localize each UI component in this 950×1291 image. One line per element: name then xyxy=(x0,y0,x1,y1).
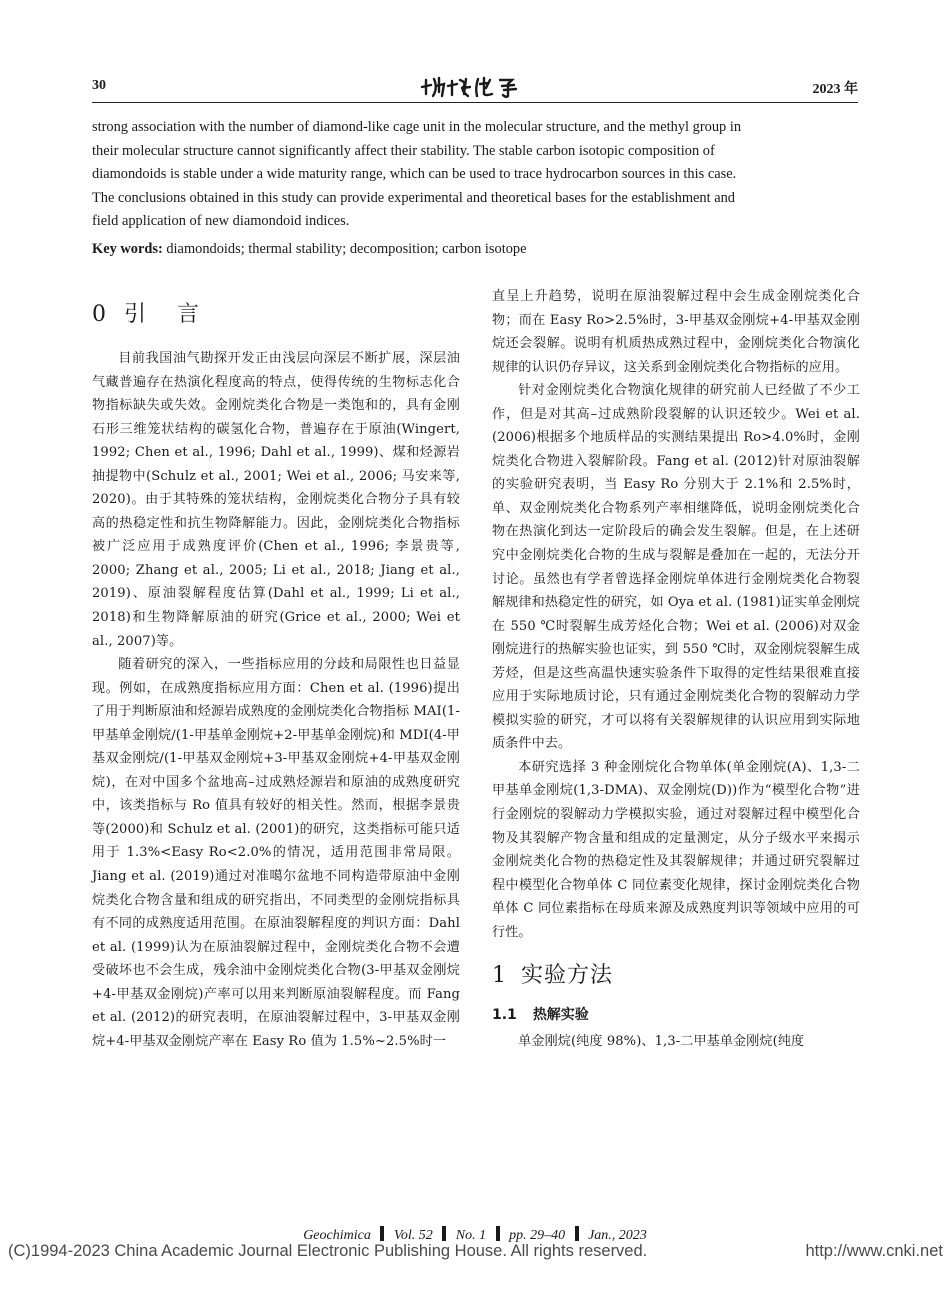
journal-name: Geochimica xyxy=(303,1228,371,1243)
paragraph: 单金刚烷(纯度 98%)、1,3-二甲基单金刚烷(纯度 xyxy=(518,1034,805,1050)
header-rule xyxy=(92,102,858,103)
abstract-line: diamondoids is stable under a wide maturity range, which can be used to trace hydrocarbon sources in this case. xyxy=(92,166,737,183)
right-column xyxy=(492,285,860,1054)
paragraph: 目前我国油气勘探开发正由浅层向深层不断扩展，深层油气藏普遍存在热演化程度高的特点，使得传统的生物标志化合物指标缺失或失效。金刚烷类化合物是一类饱和的，具有金刚石形三维笼状结构的碳氢化合物，普遍存在于原油(Wingert, 1992; Chen et al., 1996; Dahl et al., 1999)、煤和烃源岩抽提物中(Schulz et al., 2001; Wei et al., 2006; 马安来等, 2020)。由于其特殊的笼状结构，金刚烷类化合物分子具有较高的热稳定性和抗生物降解能力。因此，金刚烷类化合物指标被广泛应用于成熟度评价(Chen et al., 1996; 李景贵等, 2000; Zhang et al., 2005; Li et al., 2018; Jiang et al., 2019)、原油裂解程度估算(Dahl et al., 1999; Li et al., 2018)和生物降解原油的研究(Grice et al., 2000; Wei et al., 2007)等。 xyxy=(92,351,460,649)
volume: Vol. 52 xyxy=(393,1228,433,1243)
separator xyxy=(575,1226,579,1241)
paragraph-continued: 直呈上升趋势，说明在原油裂解过程中会生成金刚烷类化合物；而在 Easy Ro>2.5%时，3-甲基双金刚烷+4-甲基双金刚烷还会裂解。说明有机质热成熟过程中，金刚烷类化合物演化规律的认识仍存异议，这关系到金刚烷类化合物指标的应用。 xyxy=(492,289,860,375)
left-column xyxy=(92,285,460,1053)
copyright-text: (C)1994-2023 China Academic Journal Electronic Publishing House. All rights reserved. xyxy=(8,1242,648,1260)
subsection-heading xyxy=(492,1004,860,1030)
abstract-line: their molecular structure cannot significantly affect their stability. The stable carbon isotopic composition of xyxy=(92,142,715,159)
section-number: 0 xyxy=(92,302,106,327)
keywords xyxy=(92,238,860,260)
issue: No. 1 xyxy=(455,1228,487,1243)
separator xyxy=(442,1226,446,1241)
section-number: 1 xyxy=(492,963,507,989)
keywords-label: Key words: xyxy=(92,240,163,257)
page-header xyxy=(92,76,858,102)
journal-logo-text: 地球化学 xyxy=(420,98,424,99)
date: Jan., 2023 xyxy=(588,1228,647,1243)
cnki-url[interactable]: http://www.cnki.net xyxy=(805,1242,943,1260)
keywords-text: diamondoids; thermal stability; decomposition; carbon isotope xyxy=(166,240,527,257)
section-title: 引 言 xyxy=(124,302,211,327)
separator xyxy=(380,1226,384,1241)
journal-logo xyxy=(420,74,530,100)
subsection-number: 1.1 xyxy=(492,1007,517,1024)
paragraph: 针对金刚烷类化合物演化规律的研究前人已经做了不少工作，但是对其高–过成熟阶段裂解的认识还较少。Wei et al. (2006)根据多个地质样品的实测结果提出 Ro>4.0%时，金刚烷类化合物进入裂解阶段。Fang et al. (2012)针对原油裂解的实验研究表明，当 Easy Ro 分别大于 2.1%和 2.5%时，单、双金刚烷类化合物系列产率相继降低，说明金刚烷类化合物在热演化到达一定阶段后的确会发生裂解。但是，在上述研究中金刚烷类化合物的生成与裂解是叠加在一起的，无法分开讨论。虽然也有学者曾选择金刚烷单体进行金刚烷类化合物裂解规律和热稳定性的研究，如 Oya et al. (1981)证实单金刚烷在 550 ℃时裂解生成芳烃化合物；Wei et al. (2006)对双金刚烷进行的热解实验也证实，到 550 ℃时，双金刚烷裂解生成芳烃，但是这些高温快速实验条件下取得的定性结果很难直接应用于实际地质讨论，只有通过金刚烷类化合物的裂解动力学模拟实验的研究，才可以将有关裂解规律的认识应用到实际地质条件中去。 xyxy=(492,383,860,752)
paragraph: 本研究选择 3 种金刚烷化合物单体(单金刚烷(A)、1,3-二甲基单金刚烷(1,3-DMA)、双金刚烷(D))作为“模型化合物”进行金刚烷的裂解动力学模拟实验，通过对裂解过程中模型化合物及其裂解产物含量和组成的定量测定，从分子级水平来揭示金刚烷类化合物的热稳定性及其裂解规律；并通过研究裂解过程中模型化合物单体 C 同位素变化规律，探讨金刚烷类化合物单体 C 同位素指标在母质来源及成熟度判识等领域中应用的可行性。 xyxy=(492,759,860,940)
copyright-watermark xyxy=(8,1242,943,1261)
section-heading-intro xyxy=(92,285,460,347)
pages: pp. 29–40 xyxy=(509,1228,566,1243)
abstract-line: The conclusions obtained in this study can provide experimental and theoretical bases for the establishment and xyxy=(92,189,735,206)
subsection-title: 热解实验 xyxy=(532,1007,589,1024)
abstract-line: field application of new diamondoid indices. xyxy=(92,213,350,230)
section-title: 实验方法 xyxy=(521,963,614,989)
abstract-line: strong association with the number of diamond-like cage unit in the molecular structure, and the methyl group in xyxy=(92,119,742,135)
section-heading-methods xyxy=(492,958,860,1004)
paragraph: 随着研究的深入，一些指标应用的分歧和局限性也日益显现。例如，在成熟度指标应用方面：Chen et al. (1996)提出了用于判断原油和烃源岩成熟度的金刚烷类化合物指标 MAI(1-甲基单金刚烷/(1-甲基单金刚烷+2-甲基单金刚烷)和 MDI(4-甲基双金刚烷/(1-甲基双金刚烷+3-甲基双金刚烷+4-甲基双金刚烷)，在对中国多个盆地高–过成熟烃源岩和原油的成熟度研究中，该类指标与 Ro 值具有较好的相关性。然而，根据李景贵等(2000)和 Schulz et al. (2001)的研究，这类指标可能只适用于 1.3%<Easy Ro<2.0%的情况，适用范围非常局限。Jiang et al. (2019)通过对准噶尔盆地不同构造带原油中金刚烷类化合物含量和组成的研究指出，不同类型的金刚烷指标具有不同的成熟度适用范围。在原油裂解程度的判识方面：Dahl et al. (1999)认为在原油裂解过程中，金刚烷类化合物不会遭受破坏也不会生成，残余油中金刚烷类化合物(3-甲基双金刚烷+4-甲基双金刚烷)产率可以用来判断原油裂解程度。而 Fang et al. (2012)的研究表明，在原油裂解过程中，3-甲基双金刚烷+4-甲基双金刚烷产率在 Easy Ro 值为 1.5%~2.5%时一 xyxy=(92,657,460,1049)
page-number: 30 xyxy=(92,78,106,93)
year: 2023 年 xyxy=(812,82,858,97)
separator xyxy=(496,1226,500,1241)
abstract xyxy=(92,116,860,260)
